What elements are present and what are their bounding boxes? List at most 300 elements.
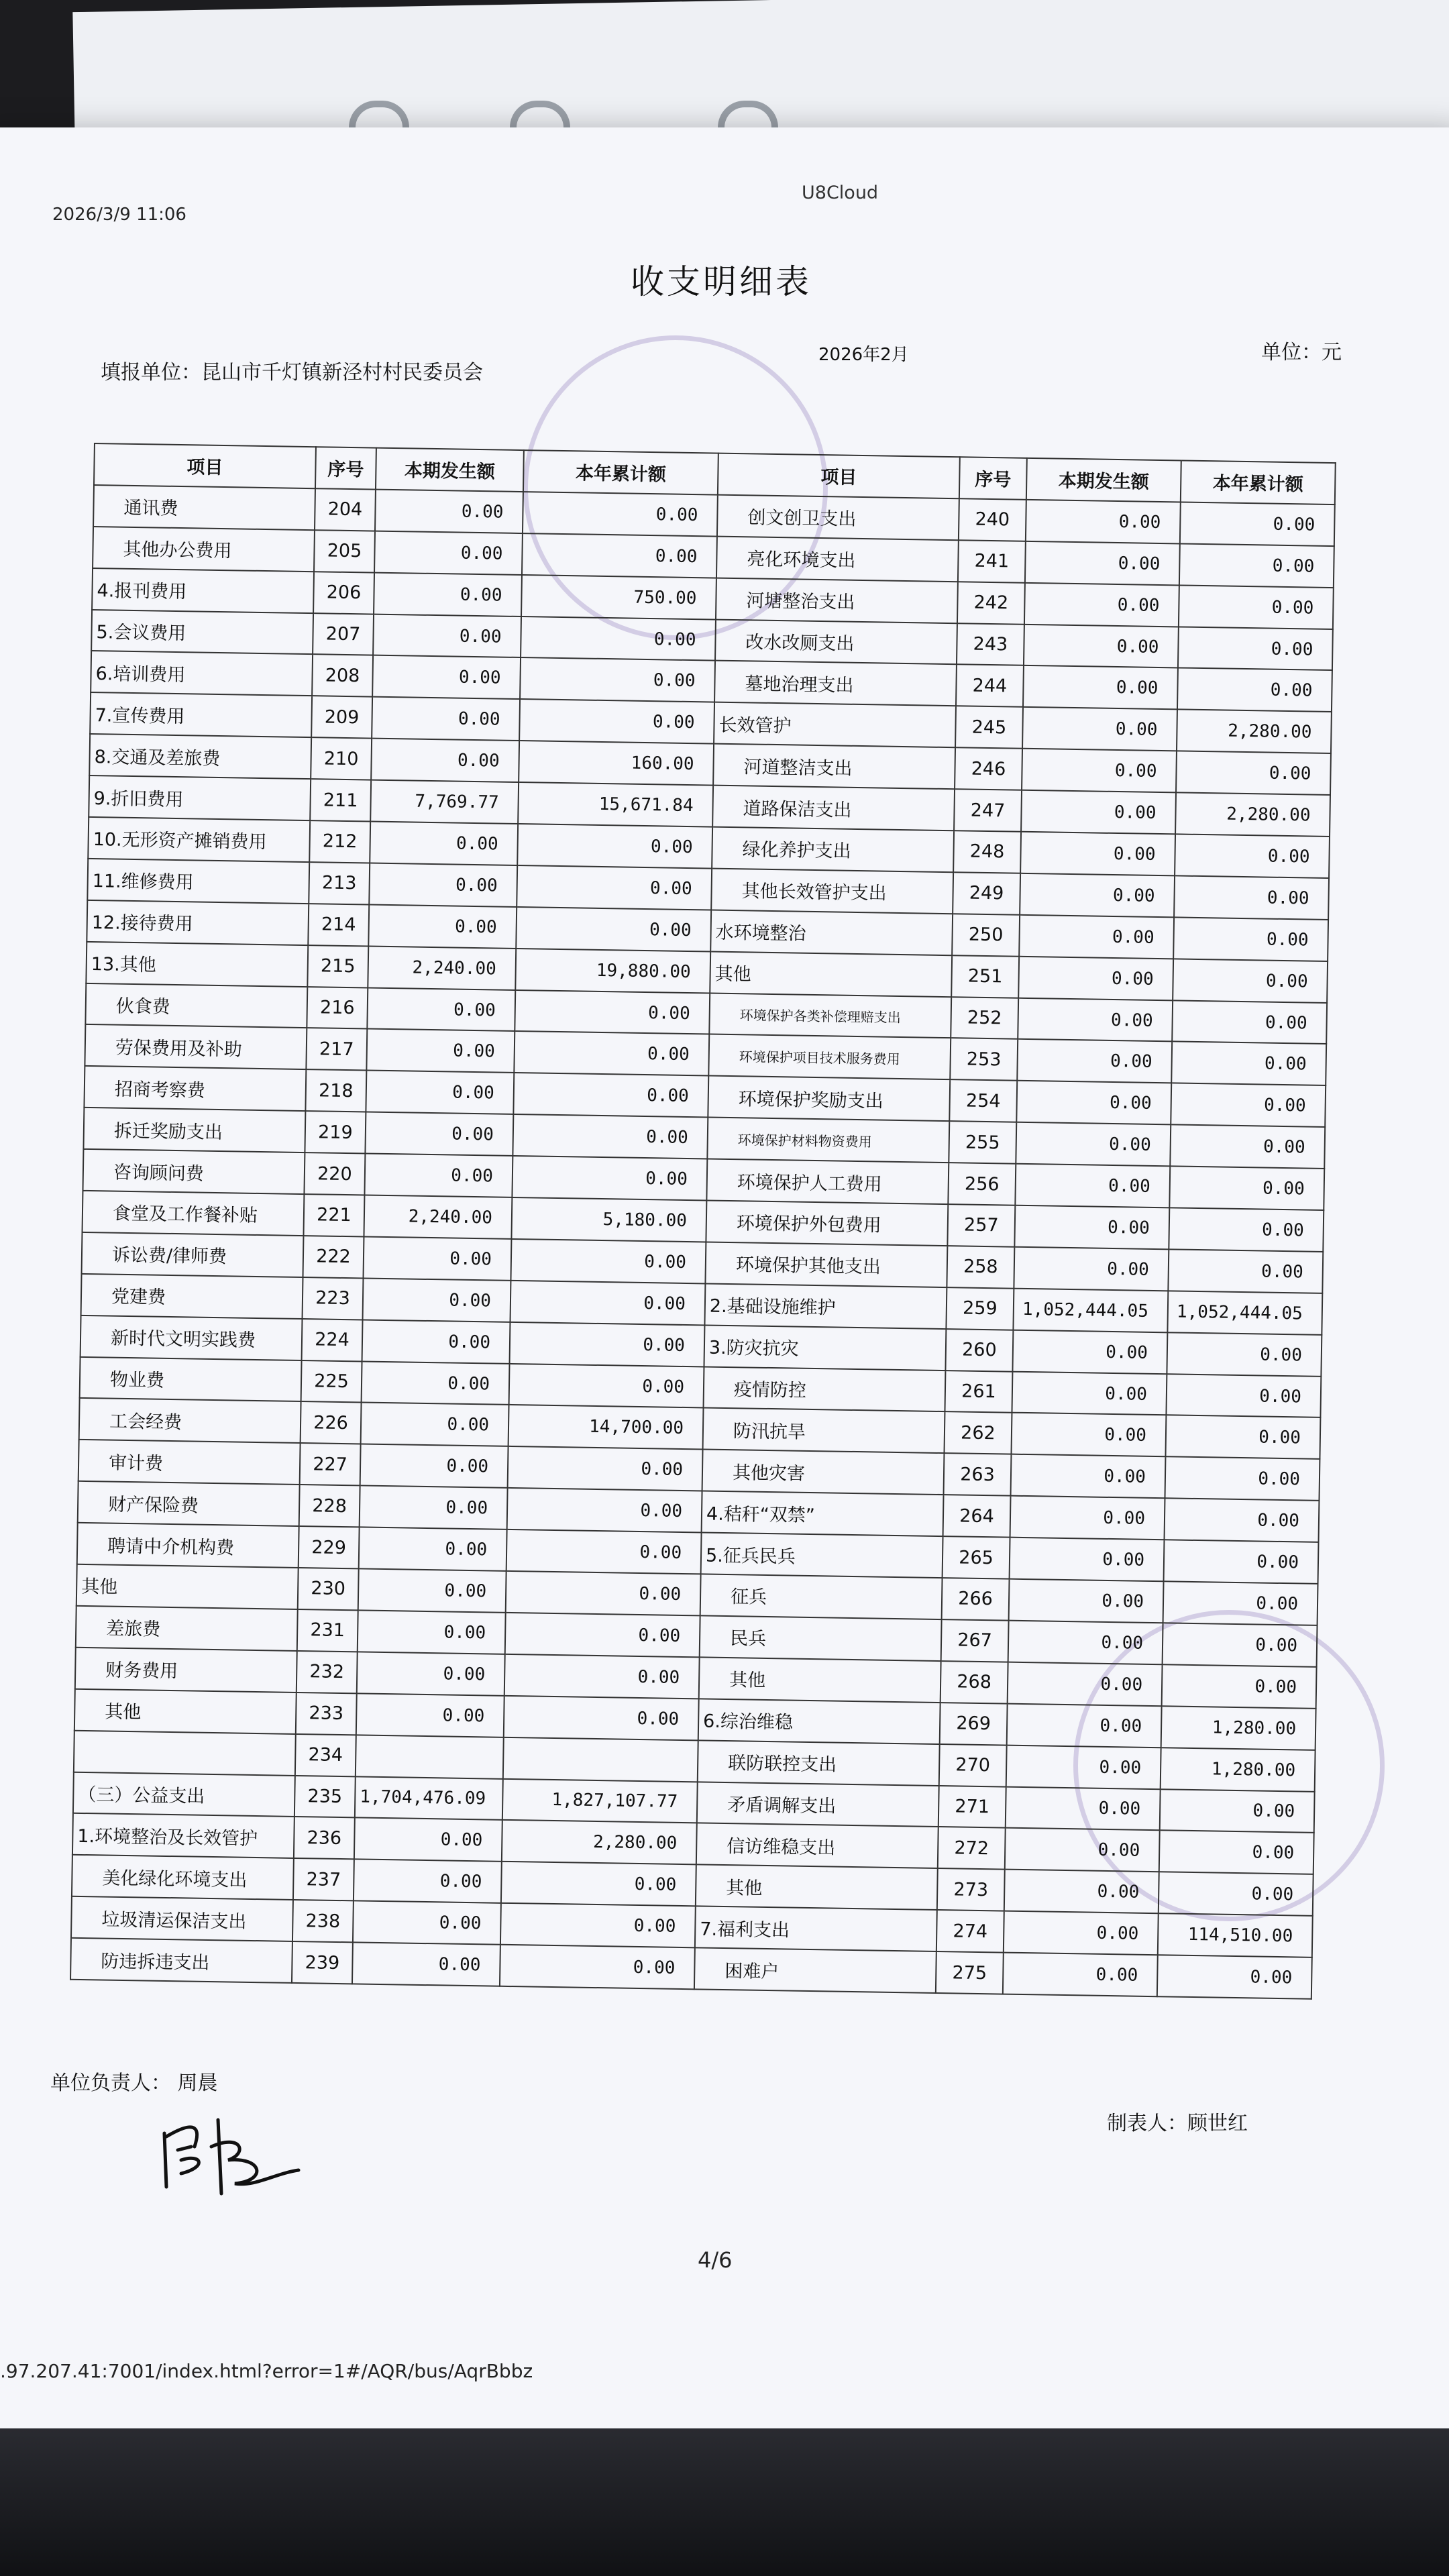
serial-number-cell: 213	[309, 862, 370, 904]
page-title: 收支明细表	[631, 262, 812, 301]
item-name-cell: 绿化养护支出	[712, 827, 954, 873]
item-name-cell: 其他	[699, 1657, 941, 1703]
current-period-amount-cell: 0.00	[363, 1236, 511, 1280]
serial-number-cell: 218	[305, 1069, 366, 1112]
serial-number-cell: 247	[954, 789, 1022, 831]
current-period-amount-cell: 0.00	[371, 739, 519, 782]
serial-number-cell: 215	[307, 945, 368, 987]
current-period-amount-cell: 0.00	[1014, 1205, 1169, 1249]
current-period-amount-cell: 0.00	[359, 1527, 507, 1571]
year-to-date-amount-cell: 0.00	[1175, 834, 1330, 877]
serial-number-cell: 211	[310, 779, 371, 821]
print-datetime: 2026/3/9 11:06	[52, 205, 186, 225]
year-to-date-amount-cell: 1,052,444.05	[1167, 1291, 1322, 1334]
current-period-amount-cell: 0.00	[1004, 1870, 1159, 1913]
year-to-date-amount-cell: 0.00	[510, 1281, 705, 1325]
column-header: 序号	[315, 447, 376, 489]
item-name-cell: 通讯费	[93, 485, 315, 530]
item-name-cell: 差旅费	[76, 1606, 298, 1651]
year-to-date-amount-cell: 0.00	[1159, 1872, 1313, 1915]
item-name-cell: 其他	[76, 1564, 299, 1609]
column-header: 本期发生额	[376, 448, 524, 492]
year-to-date-amount-cell: 0.00	[508, 1446, 703, 1491]
item-name-cell: 改水改厕支出	[715, 619, 957, 665]
item-name-cell: 11.维修费用	[87, 859, 309, 904]
serial-number-cell: 242	[957, 582, 1025, 624]
handwritten-signature	[154, 2106, 309, 2207]
year-to-date-amount-cell: 0.00	[504, 1654, 700, 1699]
current-period-amount-cell: 0.00	[1008, 1662, 1163, 1705]
item-name-cell: 长效管护	[714, 702, 956, 748]
current-period-amount-cell: 0.00	[364, 1154, 513, 1197]
item-name-cell: 防违拆违支出	[70, 1938, 292, 1983]
serial-number-cell: 223	[303, 1277, 364, 1320]
report-period: 2026年2月	[818, 345, 909, 365]
serial-number-cell: 268	[941, 1661, 1008, 1703]
current-period-amount-cell: 0.00	[1007, 1703, 1162, 1747]
current-period-amount-cell: 0.00	[372, 655, 521, 699]
item-name-cell: 河道整洁支出	[713, 744, 955, 790]
year-to-date-amount-cell: 0.00	[500, 1903, 696, 1947]
item-name-cell	[74, 1730, 296, 1775]
current-period-amount-cell: 0.00	[362, 1320, 511, 1363]
year-to-date-amount-cell: 0.00	[504, 1696, 699, 1740]
current-period-amount-cell: 0.00	[1016, 1122, 1171, 1166]
current-period-amount-cell: 0.00	[368, 904, 517, 948]
item-name-cell: 工会经费	[79, 1398, 301, 1443]
item-name-cell: 8.交通及差旅费	[89, 734, 311, 779]
serial-number-cell: 208	[312, 655, 373, 697]
serial-number-cell: 275	[936, 1951, 1004, 1994]
serial-number-cell: 226	[301, 1402, 362, 1444]
current-period-amount-cell: 0.00	[352, 1942, 500, 1986]
current-period-amount-cell: 0.00	[362, 1361, 510, 1405]
year-to-date-amount-cell: 0.00	[1179, 585, 1334, 629]
current-period-amount-cell: 0.00	[1021, 790, 1176, 834]
year-to-date-amount-cell: 0.00	[1164, 1540, 1319, 1583]
item-name-cell: 食堂及工作餐补贴	[83, 1191, 305, 1236]
item-name-cell: 5.会议费用	[91, 610, 313, 655]
serial-number-cell: 272	[938, 1827, 1006, 1869]
item-name-cell: 7.宣传费用	[90, 692, 312, 737]
current-period-amount-cell: 0.00	[363, 1278, 511, 1322]
serial-number-cell: 209	[311, 696, 372, 738]
current-period-amount-cell: 0.00	[353, 1901, 501, 1945]
serial-number-cell: 255	[949, 1121, 1016, 1163]
serial-number-cell: 252	[951, 997, 1018, 1039]
item-name-cell: 13.其他	[86, 942, 308, 987]
year-to-date-amount-cell: 19,880.00	[515, 949, 710, 993]
item-name-cell: 环境保护其他支出	[705, 1242, 947, 1287]
serial-number-cell: 204	[315, 488, 376, 531]
year-to-date-amount-cell: 0.00	[523, 492, 718, 536]
serial-number-cell: 230	[298, 1568, 359, 1610]
year-to-date-amount-cell: 0.00	[501, 1862, 696, 1906]
current-period-amount-cell: 0.00	[1004, 1911, 1159, 1955]
serial-number-cell: 256	[948, 1163, 1016, 1205]
item-name-cell: 6.综治维稳	[698, 1699, 941, 1744]
serial-number-cell: 257	[947, 1204, 1015, 1246]
currency-unit: 单位：元	[1261, 341, 1342, 364]
column-header: 项目	[718, 453, 960, 499]
year-to-date-amount-cell: 0.00	[1176, 751, 1331, 795]
current-period-amount-cell: 0.00	[354, 1818, 502, 1862]
item-name-cell: 9.折旧费用	[89, 775, 311, 820]
year-to-date-amount-cell: 0.00	[505, 1613, 700, 1657]
column-header: 序号	[959, 457, 1027, 499]
serial-number-cell: 235	[294, 1775, 356, 1817]
current-period-amount-cell: 0.00	[367, 987, 515, 1031]
current-period-amount-cell: 0.00	[374, 572, 522, 616]
current-period-amount-cell: 0.00	[374, 531, 523, 574]
current-period-amount-cell: 0.00	[1022, 749, 1177, 792]
current-period-amount-cell: 0.00	[373, 614, 521, 657]
item-name-cell: 其他办公费用	[93, 527, 315, 572]
year-to-date-amount-cell: 0.00	[506, 1571, 701, 1615]
serial-number-cell: 212	[309, 820, 370, 863]
year-to-date-amount-cell: 0.00	[513, 1073, 708, 1117]
item-name-cell: 4.秸秆“双禁”	[702, 1491, 944, 1537]
current-period-amount-cell: 0.00	[365, 1112, 513, 1156]
item-name-cell: 财务费用	[75, 1648, 297, 1693]
serial-number-cell: 267	[941, 1619, 1009, 1662]
item-name-cell: 环境保护项目技术服务费用	[708, 1034, 951, 1080]
item-name-cell: 环境保护奖励支出	[708, 1076, 950, 1122]
year-to-date-amount-cell: 0.00	[515, 990, 710, 1034]
year-to-date-amount-cell: 1,827,107.77	[502, 1778, 698, 1823]
year-to-date-amount-cell: 0.00	[517, 865, 712, 910]
current-period-amount-cell: 0.00	[1003, 1953, 1158, 1996]
year-to-date-amount-cell: 0.00	[1163, 1581, 1318, 1625]
serial-number-cell: 251	[951, 955, 1019, 998]
serial-number-cell: 217	[306, 1028, 367, 1071]
reporting-unit: 填报单位：昆山市千灯镇新泾村村民委员会	[101, 361, 483, 384]
item-name-cell: 墓地治理支出	[714, 661, 957, 706]
current-period-amount-cell: 0.00	[1016, 1081, 1171, 1124]
year-to-date-amount-cell: 0.00	[1174, 875, 1329, 919]
item-name-cell: 环境保护人工费用	[706, 1159, 949, 1205]
current-period-amount-cell: 0.00	[1026, 500, 1181, 543]
item-name-cell: 4.报刊费用	[92, 568, 314, 613]
current-period-amount-cell: 7,769.77	[370, 780, 519, 824]
serial-number-cell: 269	[940, 1703, 1008, 1745]
current-period-amount-cell: 0.00	[354, 1860, 502, 1903]
current-period-amount-cell: 0.00	[1010, 1496, 1165, 1540]
year-to-date-amount-cell: 0.00	[1180, 502, 1335, 545]
year-to-date-amount-cell: 0.00	[514, 1031, 709, 1075]
current-period-amount-cell: 0.00	[361, 1403, 509, 1446]
serial-number-cell: 229	[299, 1526, 360, 1568]
year-to-date-amount-cell: 0.00	[1177, 668, 1332, 712]
serial-number-cell: 206	[313, 572, 374, 614]
item-name-cell: 其他长效管护支出	[711, 868, 953, 914]
serial-number-cell: 231	[297, 1609, 358, 1652]
current-period-amount-cell: 0.00	[1011, 1454, 1166, 1498]
year-to-date-amount-cell: 0.00	[1179, 543, 1334, 587]
year-to-date-amount-cell: 5,180.00	[511, 1197, 706, 1242]
year-to-date-amount-cell: 0.00	[1169, 1208, 1324, 1251]
item-name-cell: 10.无形资产摊销费用	[88, 817, 310, 862]
year-to-date-amount-cell: 0.00	[507, 1488, 702, 1532]
item-name-cell: 其他	[74, 1689, 297, 1734]
item-name-cell: 聘请中介机构费	[77, 1523, 299, 1568]
year-to-date-amount-cell: 0.00	[1165, 1499, 1320, 1542]
current-period-amount-cell: 0.00	[369, 863, 517, 906]
current-period-amount-cell: 0.00	[1009, 1579, 1164, 1623]
item-name-cell: 创文创卫支出	[717, 495, 959, 541]
serial-number-cell: 245	[955, 706, 1023, 749]
year-to-date-amount-cell: 160.00	[519, 741, 714, 785]
current-period-amount-cell: 0.00	[1025, 541, 1180, 585]
item-name-cell: 12.接待费用	[87, 900, 309, 945]
item-name-cell: 拆迁奖励支出	[83, 1108, 305, 1152]
item-name-cell: 河塘整治支出	[716, 578, 958, 623]
year-to-date-amount-cell: 0.00	[1171, 1042, 1326, 1085]
serial-number-cell: 220	[304, 1152, 365, 1195]
current-period-amount-cell: 0.00	[1022, 707, 1177, 751]
item-name-cell: 诉讼费/律师费	[82, 1232, 304, 1277]
serial-number-cell: 205	[314, 530, 375, 572]
year-to-date-amount-cell: 0.00	[506, 1529, 702, 1574]
year-to-date-amount-cell: 0.00	[1167, 1332, 1322, 1376]
item-name-cell: 矛盾调解支出	[697, 1782, 939, 1827]
current-period-amount-cell: 0.00	[1008, 1621, 1163, 1664]
serial-number-cell: 260	[945, 1329, 1013, 1371]
table-preparer: 制表人：顾世红	[1107, 2112, 1248, 2135]
year-to-date-amount-cell: 0.00	[513, 1114, 708, 1159]
year-to-date-amount-cell: 0.00	[1165, 1457, 1320, 1501]
year-to-date-amount-cell: 2,280.00	[1175, 793, 1330, 837]
serial-number-cell: 258	[947, 1246, 1014, 1288]
desk-background	[0, 2428, 1449, 2576]
column-header: 项目	[94, 443, 316, 488]
item-name-cell: 其他	[696, 1865, 938, 1911]
item-name-cell: 其他	[710, 951, 952, 997]
current-period-amount-cell: 0.00	[1011, 1413, 1166, 1456]
current-period-amount-cell: 0.00	[1019, 915, 1174, 959]
item-name-cell: 2.基础设施维护	[704, 1283, 947, 1329]
item-name-cell: 环境保护外包费用	[706, 1201, 948, 1246]
serial-number-cell: 239	[292, 1941, 353, 1984]
serial-number-cell: 232	[297, 1651, 358, 1693]
current-period-amount-cell: 0.00	[370, 822, 518, 865]
year-to-date-amount-cell: 14,700.00	[508, 1405, 704, 1449]
item-name-cell: 其他灾害	[702, 1450, 945, 1495]
item-name-cell: 咨询顾问费	[83, 1149, 305, 1194]
year-to-date-amount-cell: 15,671.84	[518, 782, 713, 826]
item-name-cell: 环境保护材料物资费用	[707, 1118, 949, 1163]
current-period-amount-cell: 0.00	[1010, 1538, 1165, 1581]
current-period-amount-cell: 0.00	[358, 1568, 506, 1612]
current-period-amount-cell: 0.00	[1024, 624, 1179, 667]
page-number: 4/6	[698, 2247, 733, 2273]
year-to-date-amount-cell: 0.00	[512, 1156, 707, 1200]
current-period-amount-cell: 0.00	[1023, 665, 1178, 709]
year-to-date-amount-cell: 1,280.00	[1161, 1706, 1316, 1750]
serial-number-cell: 238	[292, 1900, 354, 1942]
item-name-cell: （三）公益支出	[73, 1772, 295, 1817]
serial-number-cell: 265	[943, 1536, 1010, 1578]
serial-number-cell: 237	[293, 1858, 354, 1900]
ledger-table	[70, 443, 1335, 2000]
year-to-date-amount-cell: 0.00	[1163, 1623, 1318, 1666]
year-to-date-amount-cell: 0.00	[517, 824, 712, 868]
item-name-cell: 防汛抗旱	[703, 1408, 945, 1454]
year-to-date-amount-cell: 0.00	[1159, 1831, 1314, 1874]
current-period-amount-cell: 0.00	[366, 1071, 514, 1114]
year-to-date-amount-cell: 0.00	[1172, 1000, 1327, 1044]
year-to-date-amount-cell: 0.00	[509, 1363, 704, 1407]
item-name-cell: 财产保险费	[78, 1481, 300, 1526]
year-to-date-amount-cell: 0.00	[516, 907, 711, 951]
item-name-cell: 困难户	[694, 1947, 936, 1993]
serial-number-cell: 262	[944, 1412, 1012, 1454]
item-name-cell: 环境保护各类补偿理赔支出	[709, 993, 951, 1038]
serial-number-cell: 271	[938, 1786, 1006, 1828]
year-to-date-amount-cell: 2,280.00	[502, 1820, 697, 1864]
app-name: U8Cloud	[802, 182, 879, 203]
responsible-person: 单位负责人： 周晨	[50, 2072, 218, 2095]
item-name-cell: 招商考察费	[84, 1066, 306, 1111]
serial-number-cell: 216	[307, 987, 368, 1029]
current-period-amount-cell: 0.00	[366, 1029, 515, 1073]
current-period-amount-cell: 2,240.00	[368, 946, 516, 989]
year-to-date-amount-cell: 114,510.00	[1158, 1913, 1313, 1957]
column-header: 本期发生额	[1026, 458, 1181, 502]
serial-number-cell: 240	[959, 498, 1026, 541]
item-name-cell: 疫情防控	[704, 1366, 946, 1412]
serial-number-cell: 224	[302, 1319, 363, 1361]
serial-number-cell: 210	[311, 737, 372, 780]
item-name-cell: 伙食费	[85, 983, 307, 1028]
serial-number-cell: 263	[944, 1453, 1012, 1495]
current-period-amount-cell: 0.00	[1006, 1745, 1161, 1788]
current-period-amount-cell: 0.00	[357, 1652, 505, 1695]
year-to-date-amount-cell: 0.00	[1171, 1083, 1326, 1127]
current-period-amount-cell: 0.00	[1020, 873, 1175, 917]
year-to-date-amount-cell: 0.00	[1162, 1664, 1317, 1708]
year-to-date-amount-cell	[503, 1737, 698, 1781]
current-period-amount-cell: 2,240.00	[364, 1195, 512, 1239]
serial-number-cell: 248	[953, 830, 1021, 873]
serial-number-cell: 228	[299, 1485, 360, 1527]
current-period-amount-cell	[356, 1735, 504, 1778]
page-url: .97.207.41:7001/index.html?error=1#/AQR/bus/AqrBbbz	[0, 2360, 533, 2382]
current-period-amount-cell: 0.00	[1020, 832, 1175, 875]
current-period-amount-cell: 1,704,476.09	[355, 1776, 503, 1820]
item-name-cell: 水环境整治	[710, 910, 953, 955]
current-period-amount-cell: 0.00	[1006, 1786, 1161, 1830]
current-period-amount-cell: 0.00	[1012, 1371, 1167, 1415]
year-to-date-amount-cell: 0.00	[520, 657, 715, 702]
current-period-amount-cell: 0.00	[360, 1444, 508, 1488]
year-to-date-amount-cell: 0.00	[1169, 1166, 1324, 1210]
year-to-date-amount-cell: 0.00	[1168, 1249, 1323, 1293]
serial-number-cell: 249	[953, 872, 1020, 914]
serial-number-cell: 270	[939, 1744, 1007, 1786]
serial-number-cell: 234	[295, 1734, 356, 1776]
item-name-cell: 6.培训费用	[91, 651, 313, 696]
item-name-cell: 1.环境整治及长效管护	[72, 1813, 294, 1858]
item-name-cell: 信访维稳支出	[696, 1823, 938, 1869]
item-name-cell: 新时代文明实践费	[80, 1316, 303, 1360]
item-name-cell: 亮化环境支出	[716, 536, 959, 582]
serial-number-cell: 273	[937, 1868, 1005, 1911]
item-name-cell: 民兵	[700, 1615, 942, 1661]
current-period-amount-cell: 0.00	[358, 1610, 506, 1654]
serial-number-cell: 250	[952, 914, 1020, 956]
item-name-cell: 联防联控支出	[698, 1740, 940, 1786]
year-to-date-amount-cell: 0.00	[522, 533, 717, 578]
serial-number-cell: 214	[308, 904, 369, 946]
serial-number-cell: 225	[301, 1360, 362, 1403]
current-period-amount-cell: 0.00	[1015, 1164, 1170, 1208]
year-to-date-amount-cell: 0.00	[1166, 1374, 1321, 1417]
serial-number-cell: 219	[305, 1111, 366, 1153]
year-to-date-amount-cell: 0.00	[511, 1239, 706, 1283]
year-to-date-amount-cell: 0.00	[1178, 627, 1333, 670]
current-period-amount-cell: 0.00	[1012, 1330, 1167, 1373]
serial-number-cell: 259	[946, 1287, 1014, 1330]
current-period-amount-cell: 0.00	[356, 1693, 504, 1737]
current-period-amount-cell: 0.00	[1018, 956, 1173, 1000]
item-name-cell: 物业费	[80, 1356, 302, 1401]
serial-number-cell: 261	[945, 1371, 1012, 1413]
current-period-amount-cell: 0.00	[1018, 998, 1173, 1041]
item-name-cell: 党建费	[81, 1274, 303, 1319]
serial-number-cell: 266	[942, 1578, 1010, 1620]
serial-number-cell: 207	[313, 613, 374, 655]
serial-number-cell: 222	[303, 1236, 364, 1278]
item-name-cell: 垃圾清运保洁支出	[71, 1896, 293, 1941]
year-to-date-amount-cell: 0.00	[1173, 959, 1328, 1002]
current-period-amount-cell: 0.00	[375, 489, 523, 533]
serial-number-cell: 254	[949, 1080, 1017, 1122]
serial-number-cell: 241	[958, 540, 1026, 582]
serial-number-cell: 274	[936, 1910, 1004, 1952]
current-period-amount-cell: 0.00	[1017, 1039, 1172, 1083]
item-name-cell: 征兵	[700, 1574, 943, 1619]
year-to-date-amount-cell: 750.00	[521, 575, 716, 619]
item-name-cell: 美化绿化环境支出	[72, 1855, 294, 1900]
serial-number-cell: 236	[294, 1817, 355, 1859]
column-header: 本年累计额	[1181, 460, 1336, 504]
current-period-amount-cell: 0.00	[372, 697, 520, 741]
item-name-cell: 劳保费用及补助	[85, 1024, 307, 1069]
year-to-date-amount-cell: 1,280.00	[1161, 1748, 1316, 1791]
column-header: 本年累计额	[523, 450, 718, 494]
year-to-date-amount-cell: 0.00	[500, 1945, 695, 1989]
serial-number-cell: 233	[296, 1693, 357, 1735]
item-name-cell: 3.防灾抗灾	[704, 1325, 946, 1371]
year-to-date-amount-cell: 0.00	[521, 616, 716, 661]
serial-number-cell: 264	[943, 1495, 1011, 1537]
item-name-cell: 7.福利支出	[695, 1907, 937, 1952]
serial-number-cell: 243	[957, 623, 1024, 665]
current-period-amount-cell: 0.00	[1014, 1247, 1169, 1291]
item-name-cell: 5.征兵民兵	[701, 1533, 943, 1578]
year-to-date-amount-cell: 0.00	[519, 699, 714, 743]
serial-number-cell: 246	[955, 747, 1022, 790]
current-period-amount-cell: 0.00	[1024, 582, 1179, 626]
current-period-amount-cell: 1,052,444.05	[1013, 1289, 1168, 1332]
serial-number-cell: 221	[303, 1194, 364, 1236]
item-name-cell: 审计费	[78, 1440, 301, 1485]
year-to-date-amount-cell: 0.00	[510, 1322, 705, 1366]
year-to-date-amount-cell: 0.00	[1165, 1415, 1320, 1459]
year-to-date-amount-cell: 0.00	[1160, 1789, 1315, 1833]
serial-number-cell: 244	[956, 665, 1024, 707]
